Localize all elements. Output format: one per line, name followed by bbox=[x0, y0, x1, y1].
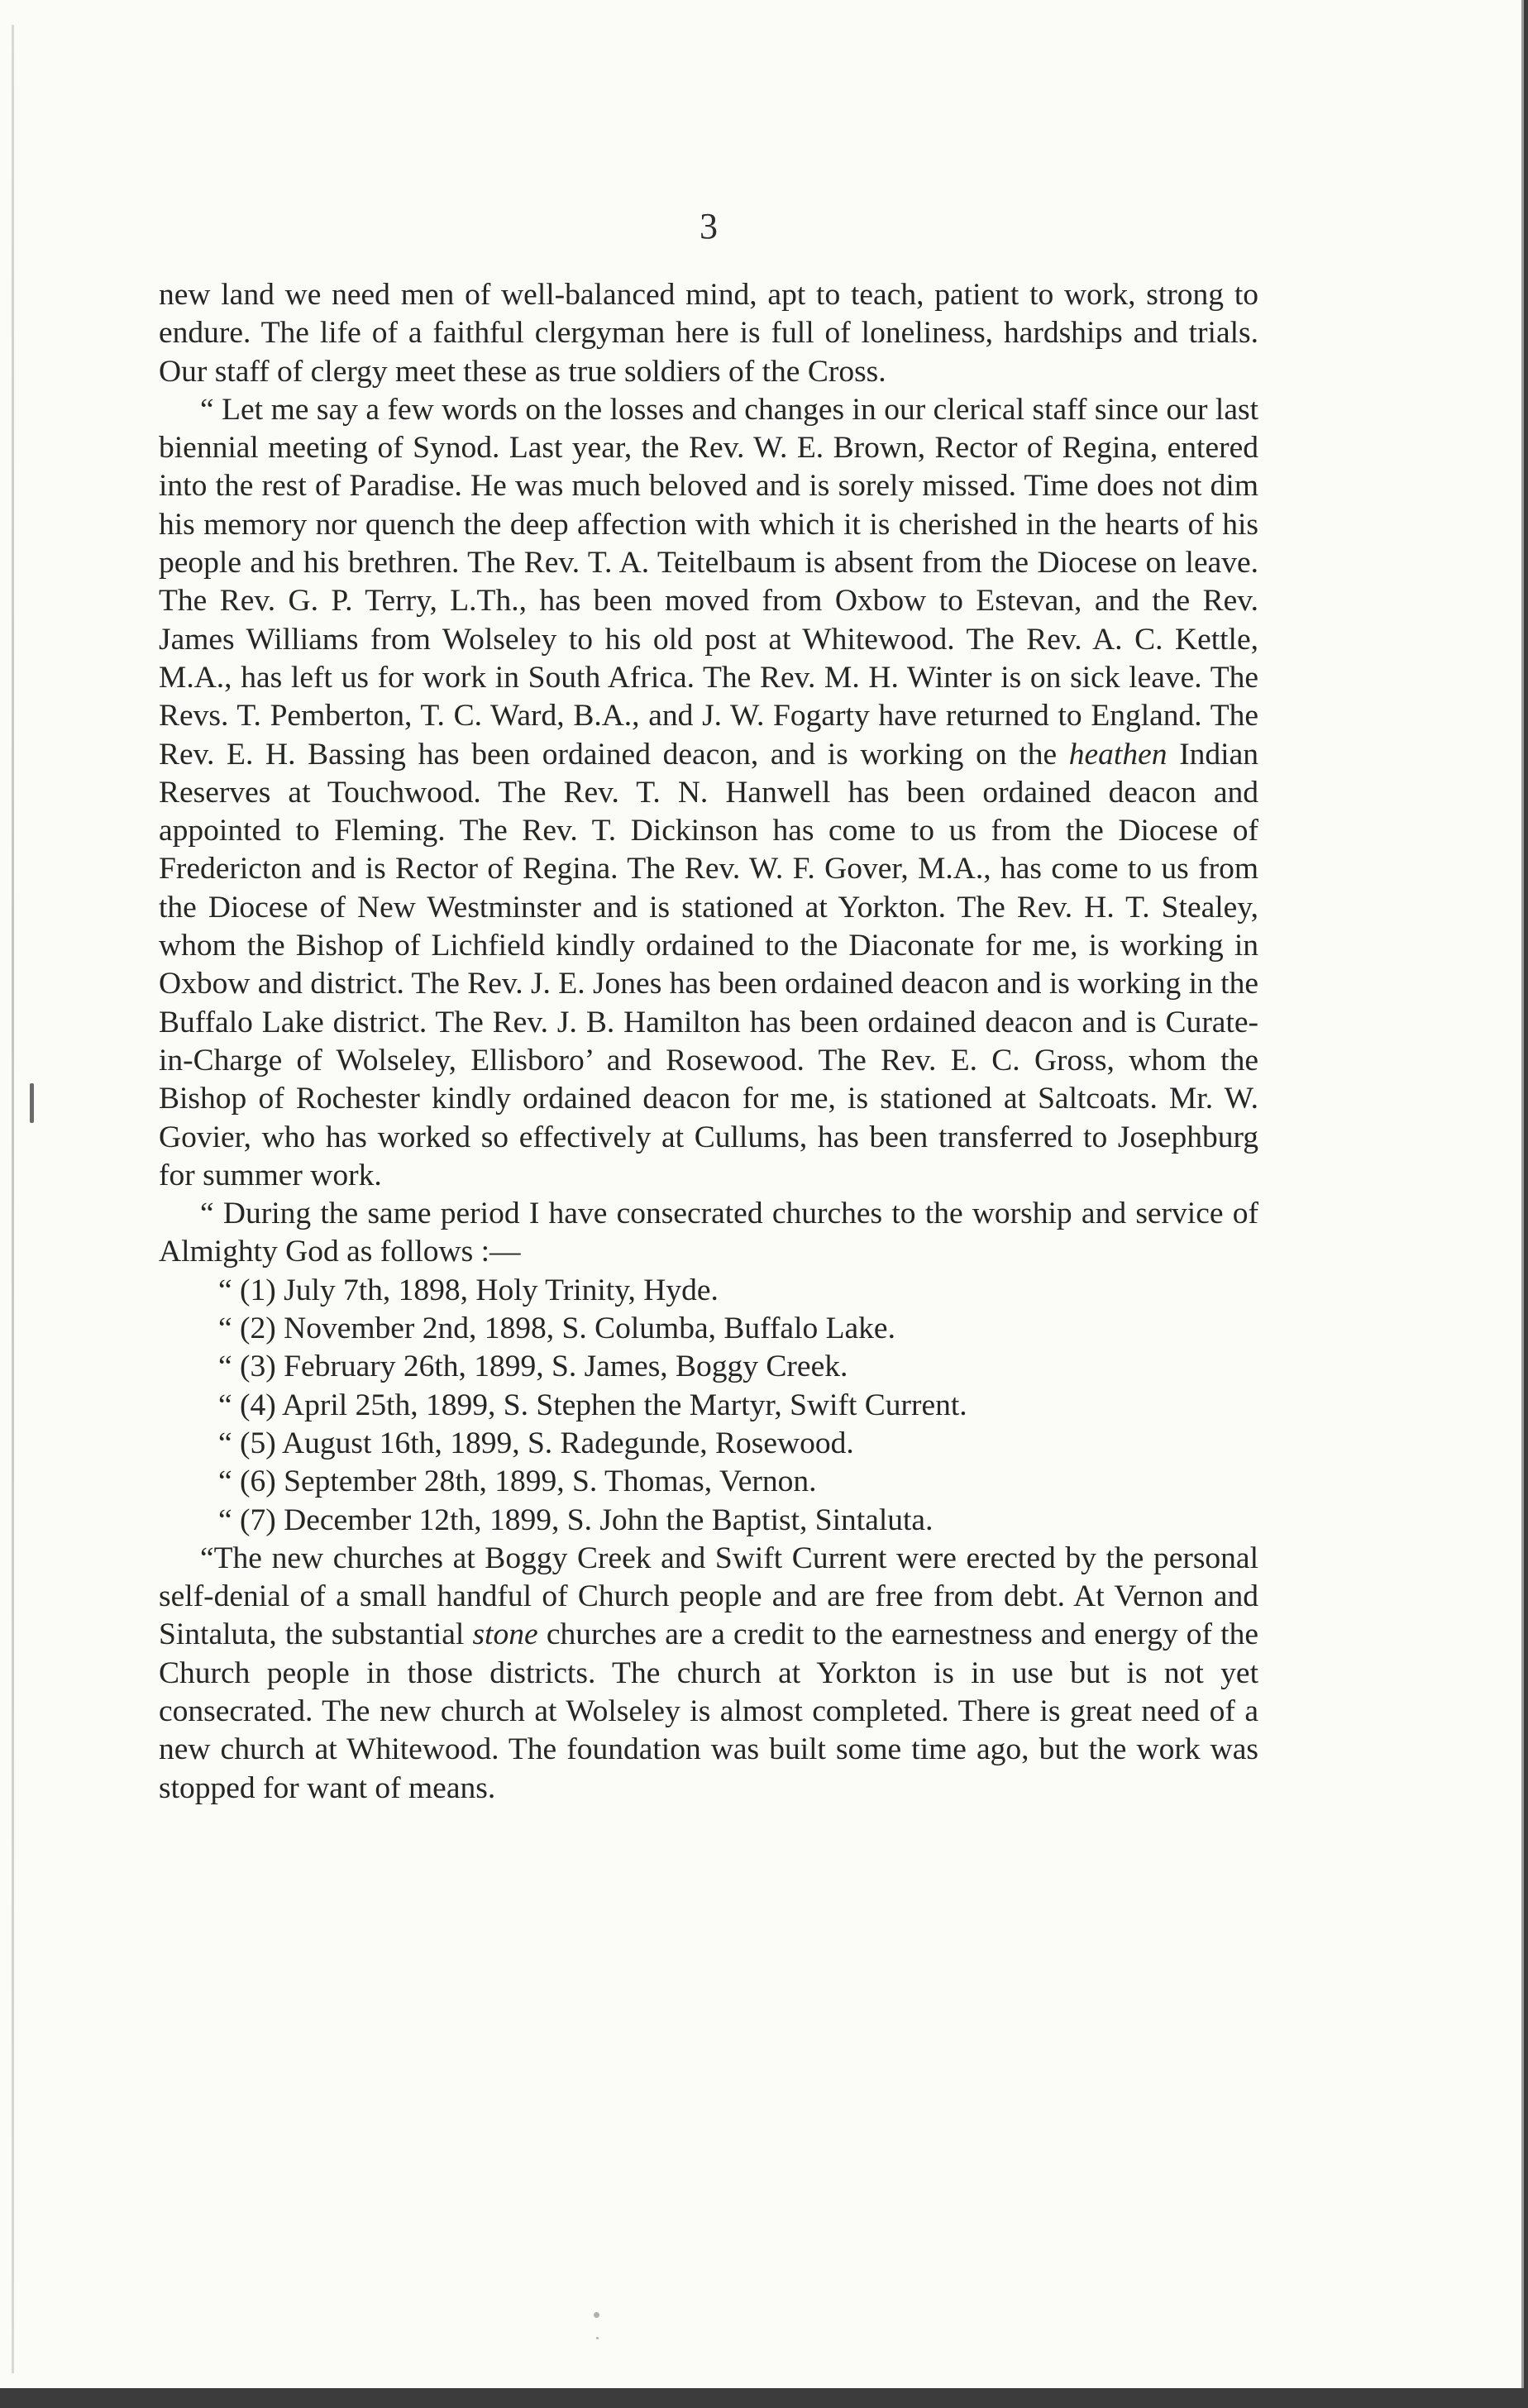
list-item: “ (1) July 7th, 1898, Holy Trinity, Hyde. bbox=[218, 1273, 719, 1307]
list-item: “ (5) August 16th, 1899, S. Radegunde, Rosewood. bbox=[218, 1426, 854, 1460]
page-edge bbox=[12, 25, 14, 2373]
paragraph-clerical-changes bbox=[159, 391, 1258, 1195]
page-number: 3 bbox=[700, 206, 718, 246]
emphasis-heathen: heathen bbox=[1068, 737, 1167, 772]
bottom-mark-small bbox=[596, 2337, 599, 2339]
margin-mark bbox=[30, 1083, 34, 1123]
consecration-list bbox=[159, 1272, 1258, 1540]
list-item: “ (7) December 12th, 1899, S. John the Baptist, Sintaluta. bbox=[218, 1503, 934, 1537]
bottom-mark bbox=[594, 2312, 599, 2318]
list-item: “ (3) February 26th, 1899, S. James, Boggy Creek. bbox=[218, 1350, 848, 1384]
paragraph-clerical-changes-part1: “ Let me say a few words on the losses and changes in our clerical staff since our last biennial meeting of Synod. Last year, the Rev. W. E. Brown, Rector of Regina, entered into the rest of Paradise. He was much beloved and is sorely missed. Time does not dim his memory nor quench the deep affection with which it is cherished in the hearts of his people and his brethren. The Rev. T. A. Teitelbaum is absent from the Diocese on leave. The Rev. G. P. Terry, L.Th., has been moved from Oxbow to Estevan, and the Rev. James Williams from Wolseley to his old post at Whitewood. The Rev. A. C. Kettle, M.A., has left us for work in South Africa. The Rev. M. H. Winter is on sick leave. The Revs. T. Pemberton, T. C. Ward, B.A., and J. W. Fogarty have returned to England. The Rev. E. H. Bassing has been ordained deacon, and is working on the bbox=[159, 392, 1258, 772]
paragraph-new-churches-part2: churches are a credit to the earnestness and energy of the Church people in those districts. The church at Yorkton is in use but is not yet consecrated. The new church at Wolseley is almost completed. There is great need of a new church at Whitewood. The foundation was built some time ago, but the work was stopped for want of means. bbox=[159, 1617, 1258, 1805]
list-item: “ (6) September 28th, 1899, S. Thomas, Vernon. bbox=[218, 1464, 817, 1499]
paragraph-new-churches-part1: “The new churches at Boggy Creek and Swift Current were erected by the personal self-denial of a small handful of Church people and are free from debt. At Vernon and Sintaluta, the substantial bbox=[159, 1541, 1258, 1652]
paragraph-new-churches bbox=[159, 1540, 1258, 1808]
paragraph-consecration-intro: “ During the same period I have consecrated churches to the worship and service of Almighty God as follows :— bbox=[159, 1197, 1258, 1269]
list-item: “ (2) November 2nd, 1898, S. Columba, Buffalo Lake. bbox=[218, 1312, 895, 1346]
paragraph-clergy-needs: new land we need men of well-balanced mind, apt to teach, patient to work, strong to endure. The life of a faithful clergyman here is full of loneliness, hardships and trials. Our staff of clergy meet these as true soldiers of the Cross. bbox=[159, 278, 1258, 389]
body-text bbox=[159, 276, 1258, 1808]
emphasis-stone: stone bbox=[472, 1617, 538, 1652]
list-item: “ (4) April 25th, 1899, S. Stephen the Martyr, Swift Current. bbox=[218, 1388, 967, 1422]
paragraph-clerical-changes-part2: Indian Reserves at Touchwood. The Rev. T. N. Hanwell has been ordained deacon and appointed to Fleming. The Rev. T. Dickinson has come to us from the Diocese of Fredericton and is Rector of Regina. The Rev. W. F. Gover, M.A., has come to us from the Diocese of New Westminster and is stationed at Yorkton. The Rev. H. T. Stealey, whom the Bishop of Lichfield kindly ordained to the Diaconate for me, is working in Oxbow and district. The Rev. J. E. Jones has been ordained deacon and is working in the Buffalo Lake district. The Rev. J. B. Hamilton has been ordained deacon and is Curate-in-Charge of Wolseley, Ellisboro’ and Rosewood. The Rev. E. C. Gross, whom the Bishop of Rochester kindly ordained deacon for me, is stationed at Saltcoats. Mr. W. Govier, who has worked so effectively at Cullums, has been transferred to Josephburg for summer work. bbox=[159, 737, 1258, 1192]
